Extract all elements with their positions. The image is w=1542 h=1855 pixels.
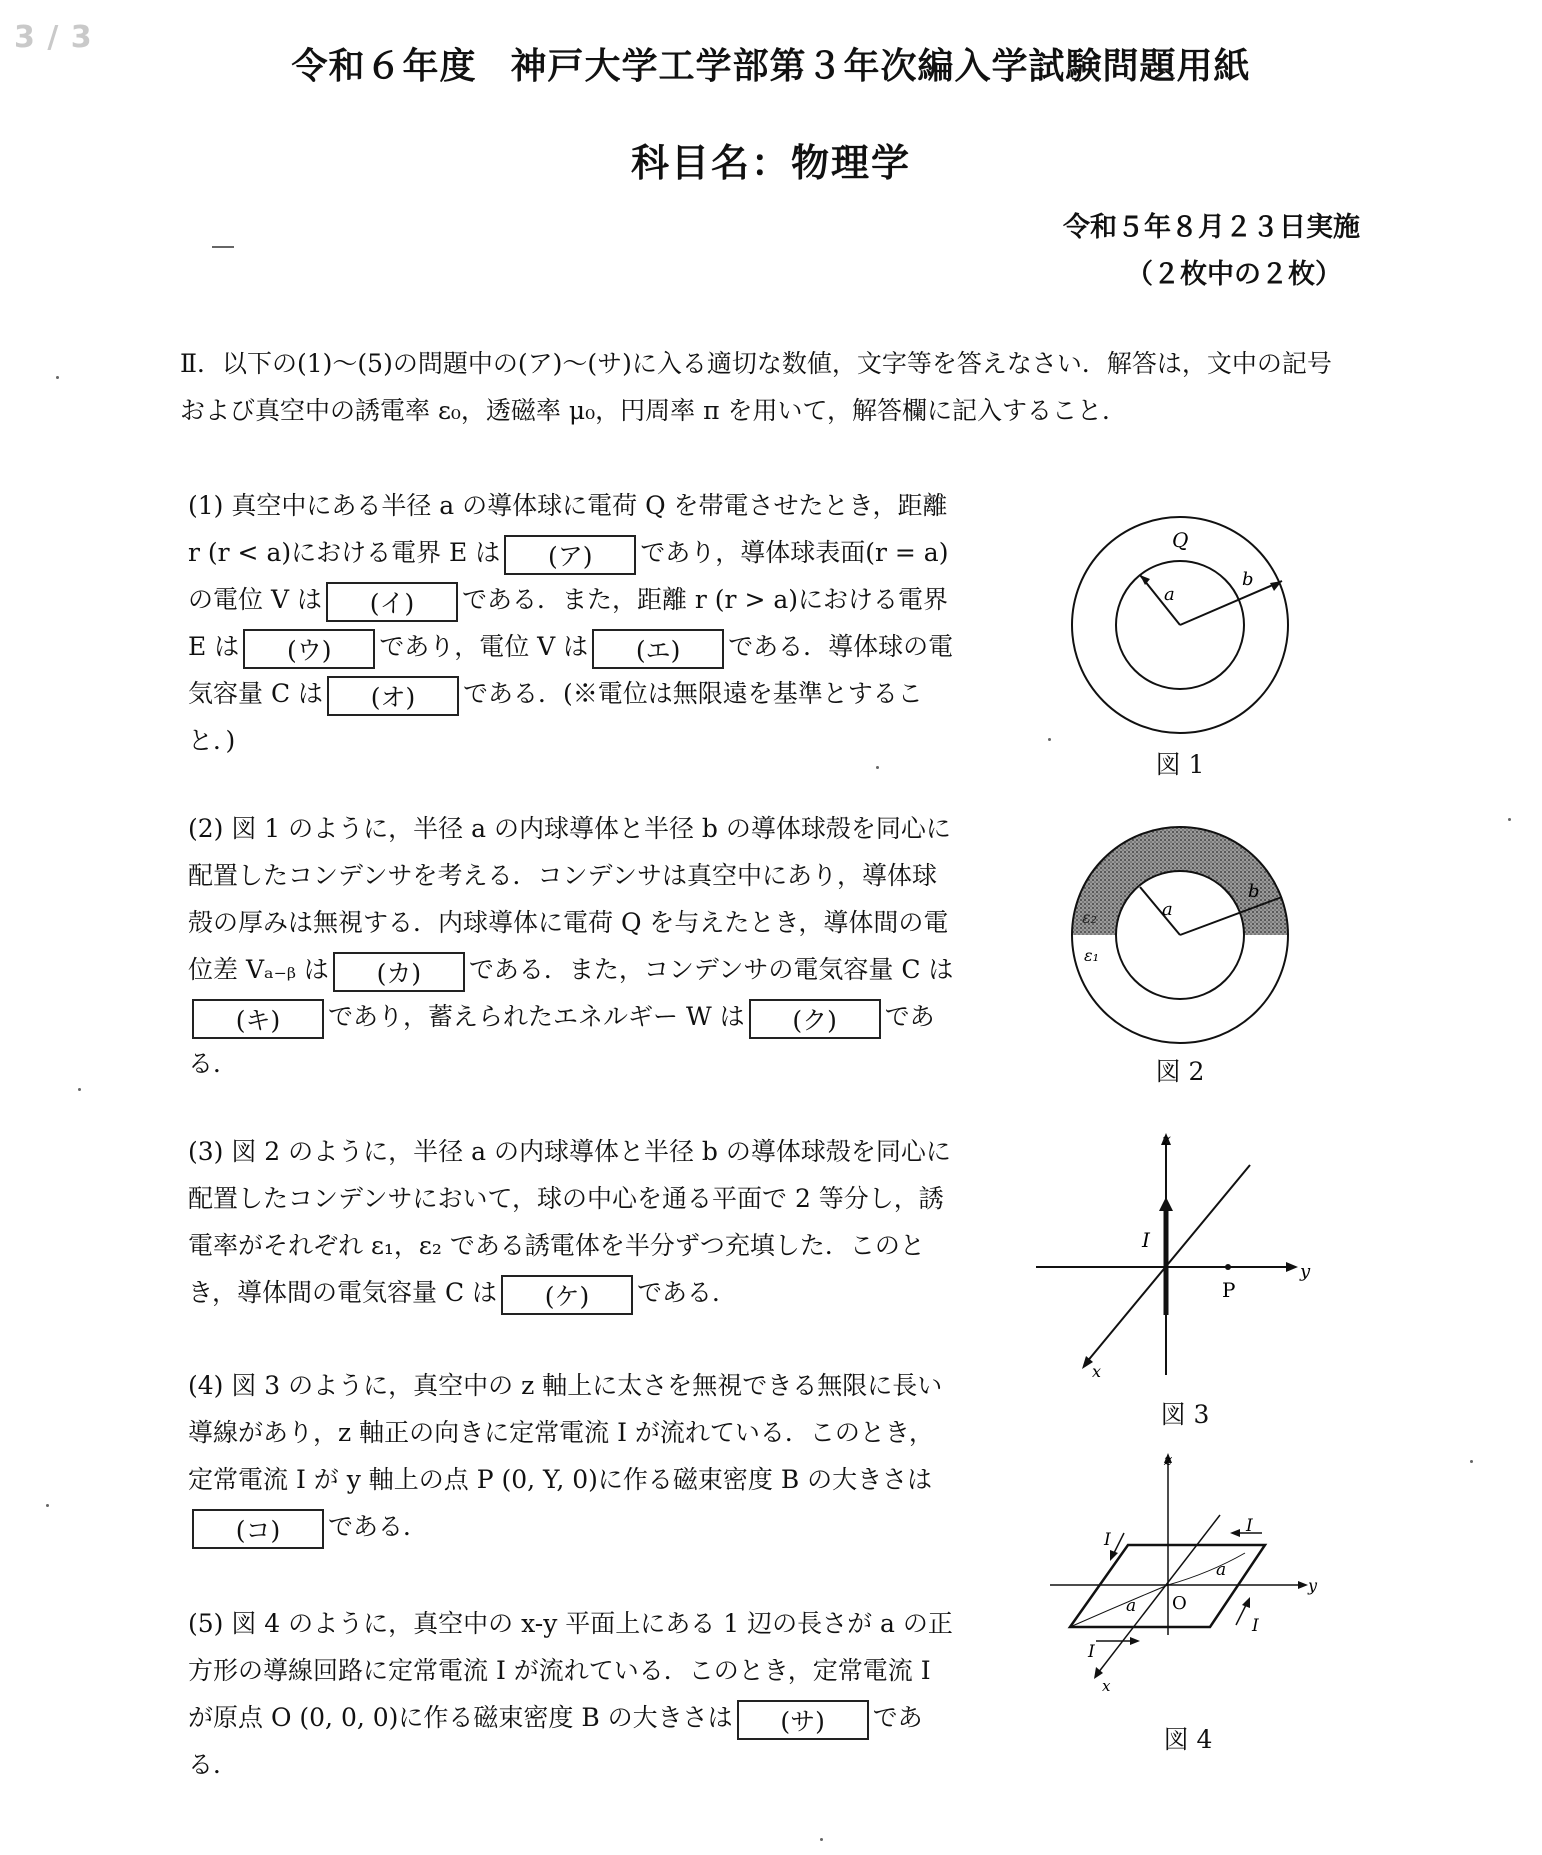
q2-text-3: であり，蓄えられたエネルギー W は bbox=[328, 1002, 745, 1031]
label-b: b bbox=[1242, 569, 1254, 590]
q1-text-2: であり，導体球表面(r = a)の電位 V は bbox=[188, 538, 949, 614]
q5-text-2: である． bbox=[188, 1703, 923, 1779]
answer-box-ka: (カ) bbox=[333, 952, 465, 992]
q2-text-1: (2) 図 1 のように，半径 a の内球導体と半径 b の導体球殻を同心に配置したコンデンサを考える．コンデンサは真空中にあり，導体球殻の厚みは無視する．内球導体に電荷 Q を与えたとき，導体間の電位差 Vₐ₋ᵦ は bbox=[188, 814, 951, 984]
q1-text-3: である．また，距離 r (r > a)における電界 E は bbox=[188, 585, 949, 661]
figure-3 bbox=[1030, 1125, 1330, 1385]
q3-text-2: である． bbox=[637, 1278, 738, 1307]
q5-text-1: (5) 図 4 のように，真空中の x-y 平面上にある 1 辺の長さが a の正方形の導線回路に定常電流 I が流れている．このとき，定常電流 I が原点 O (0, 0, 0)に作る磁束密度 B の大きさは bbox=[188, 1609, 953, 1732]
label-z: z bbox=[1162, 1130, 1171, 1149]
q1-text-1: (1) 真空中にある半径 a の導体球に電荷 Q を帯電させたとき，距離 r (r < a)における電界 E は bbox=[188, 491, 948, 567]
current-arrowhead-icon bbox=[1159, 1197, 1173, 1211]
figure-4 bbox=[1040, 1445, 1330, 1695]
label-epsilon-1: ε₁ bbox=[1084, 946, 1099, 965]
y-axis-arrowhead-icon bbox=[1286, 1262, 1298, 1272]
answer-box-sa: (サ) bbox=[737, 1700, 869, 1740]
scan-speck bbox=[78, 1088, 81, 1091]
question-4 bbox=[188, 1362, 958, 1550]
figure-4-caption: 図 4 bbox=[1163, 1725, 1213, 1754]
subject-name: 科目名：物理学 bbox=[630, 141, 911, 185]
label-current: I bbox=[1142, 1228, 1150, 1252]
q1-text-6: である．(※電位は無限遠を基準とすること．) bbox=[188, 679, 923, 755]
answer-box-i: (イ) bbox=[326, 582, 458, 622]
label-a: a bbox=[1164, 584, 1175, 605]
label-q: Q bbox=[1172, 528, 1189, 552]
answer-box-ke: (ケ) bbox=[501, 1275, 633, 1315]
arrowhead-icon bbox=[1140, 575, 1150, 585]
exam-name: 神戸大学工学部第３年次編入学試験問題用紙 bbox=[510, 46, 1251, 87]
scan-speck bbox=[46, 1504, 49, 1507]
question-1 bbox=[188, 482, 958, 764]
figure-3-caption: 図 3 bbox=[1160, 1400, 1210, 1429]
scan-speck bbox=[1048, 738, 1051, 741]
exam-date: 令和５年８月２３日実施 bbox=[1063, 212, 1360, 243]
scan-speck bbox=[820, 1838, 823, 1841]
q2-text-4: である． bbox=[188, 1002, 935, 1078]
scan-speck bbox=[1508, 818, 1511, 821]
scan-speck bbox=[56, 376, 59, 379]
exam-year: 令和６年度 bbox=[291, 46, 477, 87]
label-origin: O bbox=[1172, 1593, 1187, 1614]
page-indicator: 3 / 3 bbox=[14, 20, 93, 55]
q4-text-1: (4) 図 3 のように，真空中の z 軸上に太さを無視できる無限に長い導線があり，z 軸正の向きに定常電流 I が流れている．このとき，定常電流 I が y 軸上の点 P (0, Y, 0)に作る磁束密度 B の大きさは bbox=[188, 1371, 943, 1494]
current-arrowhead-icon bbox=[1130, 1637, 1140, 1645]
label-z: z bbox=[1164, 1451, 1172, 1469]
label-current: I bbox=[1246, 1516, 1253, 1536]
q3-text-1: (3) 図 2 のように，半径 a の内球導体と半径 b の導体球殻を同心に配置したコンデンサにおいて，球の中心を通る平面で 2 等分し，誘電率がそれぞれ ε₁，ε₂ である誘電体を半分ずつ充填した．このとき，導体間の電気容量 C は bbox=[188, 1137, 951, 1307]
instructions: Ⅱ．以下の(1)～(5)の問題中の(ア)～(サ)に入る適切な数値，文字等を答えなさい．解答は，文中の記号および真空中の誘電率 ε₀，透磁率 μ₀，円周率 π を用いて，解答欄に記入すること． bbox=[180, 349, 1332, 425]
question-3 bbox=[188, 1128, 958, 1316]
exam-title bbox=[0, 38, 1542, 89]
figure-2 bbox=[1060, 815, 1300, 1055]
label-p: P bbox=[1222, 1278, 1236, 1302]
dimension-a-arc bbox=[1168, 1553, 1245, 1585]
label-a: a bbox=[1216, 1560, 1227, 1580]
question-2 bbox=[188, 805, 958, 1087]
label-current: I bbox=[1088, 1642, 1095, 1662]
current-arrowhead-icon bbox=[1242, 1597, 1250, 1608]
label-y: y bbox=[1300, 1261, 1311, 1282]
x-axis bbox=[1098, 1515, 1220, 1673]
answer-box-ki: (キ) bbox=[192, 999, 324, 1039]
figure-1 bbox=[1060, 505, 1300, 745]
label-x: x bbox=[1102, 1677, 1111, 1695]
label-epsilon-2: ε₂ bbox=[1082, 908, 1097, 927]
answer-box-e: (エ) bbox=[592, 629, 724, 669]
answer-box-u: (ウ) bbox=[243, 629, 375, 669]
scan-speck bbox=[212, 246, 234, 248]
y-axis-arrowhead-icon bbox=[1298, 1581, 1308, 1589]
label-a: a bbox=[1162, 899, 1173, 920]
answer-box-ko: (コ) bbox=[192, 1509, 324, 1549]
point-p bbox=[1225, 1264, 1231, 1270]
label-y: y bbox=[1308, 1576, 1318, 1595]
label-current: I bbox=[1252, 1616, 1259, 1636]
x-axis bbox=[1086, 1165, 1250, 1363]
answer-box-a: (ア) bbox=[504, 535, 636, 575]
current-arrowhead-icon bbox=[1230, 1529, 1240, 1537]
q4-text-2: である． bbox=[328, 1512, 429, 1541]
label-current: I bbox=[1104, 1530, 1111, 1550]
figure-2-caption: 図 2 bbox=[1155, 1057, 1205, 1086]
question-5 bbox=[188, 1600, 958, 1788]
answer-box-ku: (ク) bbox=[749, 999, 881, 1039]
label-a: a bbox=[1126, 1596, 1137, 1616]
scan-speck bbox=[876, 766, 879, 769]
sheet-count: （２枚中の２枚） bbox=[1126, 259, 1342, 290]
figure-1-caption: 図 1 bbox=[1155, 750, 1205, 779]
scan-speck bbox=[1470, 1460, 1473, 1463]
q1-text-4: であり，電位 V は bbox=[379, 632, 589, 661]
label-b: b bbox=[1248, 881, 1260, 902]
q1-text-5: である．導体球の電気容量 C は bbox=[188, 632, 954, 708]
answer-box-o: (オ) bbox=[327, 676, 459, 716]
q2-text-2: である．また，コンデンサの電気容量 C は bbox=[468, 955, 954, 984]
label-x: x bbox=[1092, 1362, 1102, 1381]
